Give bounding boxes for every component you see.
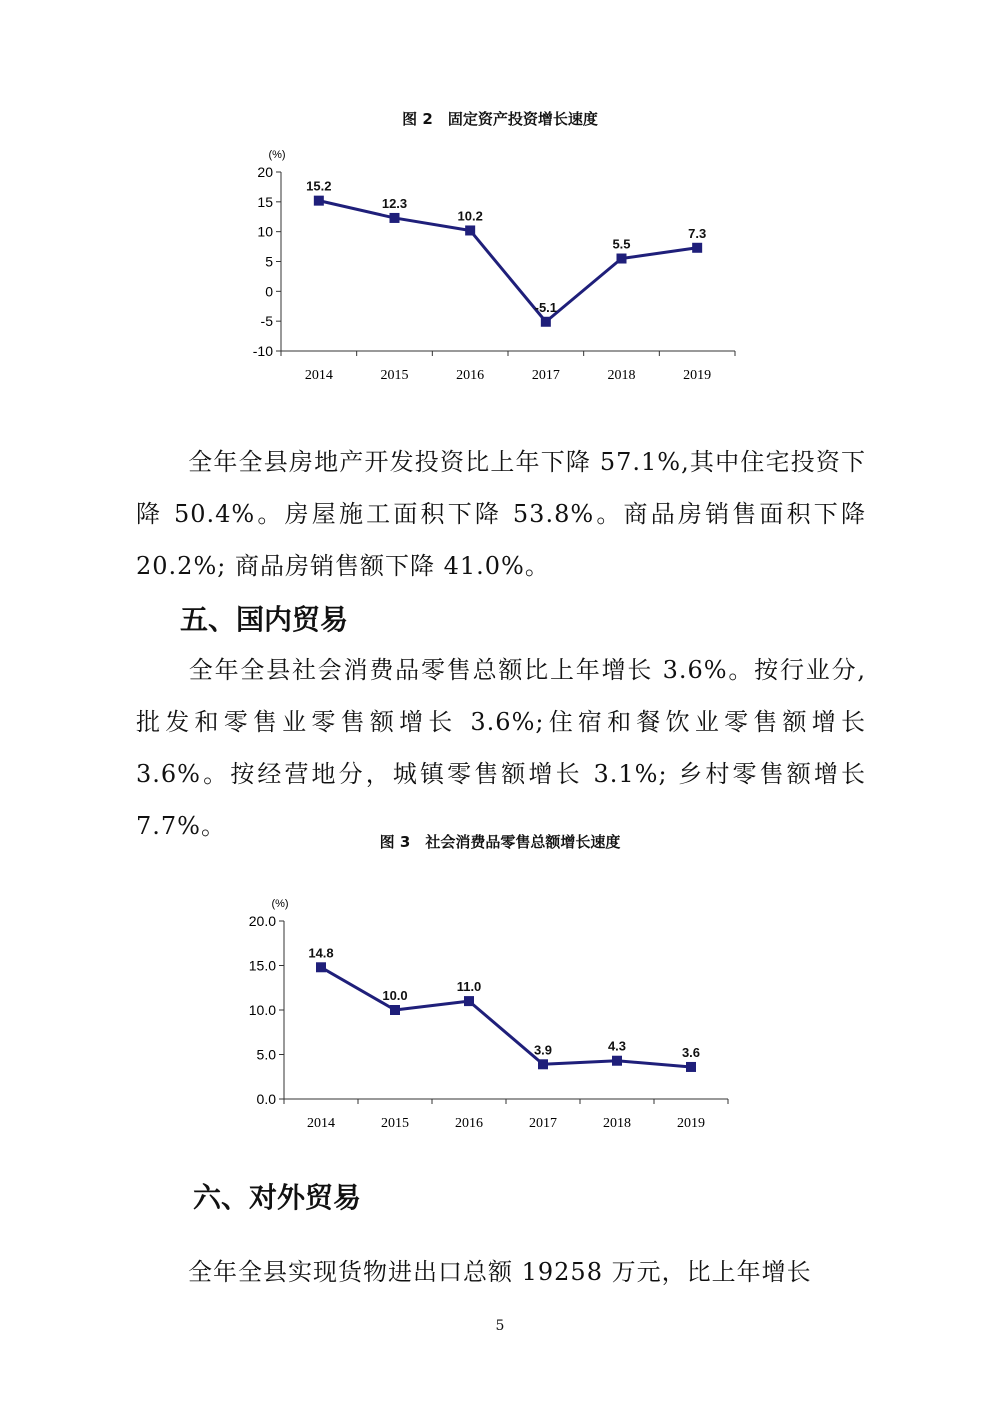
chart-3-data-label: 14.8 xyxy=(308,945,334,961)
chart-3-data-label: 10.0 xyxy=(382,988,408,1003)
chart-3-unit-label: (%) xyxy=(271,898,289,910)
chart-2-data-label: 7.3 xyxy=(688,225,707,241)
chart-3-y-tick-label: 10.0 xyxy=(248,1002,276,1018)
chart-2-data-point xyxy=(465,225,475,235)
chart-3-retail-sales-growth xyxy=(0,880,1000,1140)
chart-2-x-tick-label: 2015 xyxy=(380,368,409,383)
chart-2-title: 图 2 固定资产投资增长速度 xyxy=(402,110,598,128)
paragraph-real-estate-text: 全年全县房地产开发投资比上年下降 57.1%,其中住宅投资下降 50.4%。房屋施工面积下降 53.8%。商品房销售面积下降20.2%; 商品房销售额下降 41.0%。 xyxy=(136,448,866,580)
chart-3-data-point xyxy=(316,962,326,972)
chart-2-data-point xyxy=(314,196,324,206)
chart-3-data-point xyxy=(612,1056,622,1066)
chart-2-data-point xyxy=(541,317,551,327)
chart-2-x-tick-label: 2017 xyxy=(531,368,560,383)
chart-2-unit-label: (%) xyxy=(268,149,286,161)
chart-2-y-tick-label: 0 xyxy=(265,283,273,300)
paragraph-retail-sales xyxy=(136,644,866,852)
chart-2-data-label: 15.2 xyxy=(306,178,332,194)
chart-3-data-label: 11.0 xyxy=(456,979,482,995)
chart-2-fixed-asset-investment xyxy=(0,130,1000,420)
chart-3-y-tick-label: 5.0 xyxy=(256,1046,276,1063)
paragraph-real-estate xyxy=(136,436,866,592)
chart-3-y-tick-label: 0.0 xyxy=(256,1091,276,1107)
chart-2-y-tick-label: -5 xyxy=(260,313,273,330)
chart-2-data-point xyxy=(390,213,400,223)
chart-3-x-tick-label: 2016 xyxy=(455,1116,483,1131)
page-number: 5 xyxy=(495,1318,505,1334)
chart-2-x-tick-label: 2018 xyxy=(607,368,636,383)
chart-3-series-line xyxy=(321,967,691,1067)
chart-2-data-label: -5.1 xyxy=(534,299,558,315)
chart-2-data-label: 10.2 xyxy=(457,208,483,224)
paragraph-foreign-trade xyxy=(136,1246,866,1298)
chart-2-y-tick-label: 20 xyxy=(257,164,273,180)
chart-3-x-tick-label: 2018 xyxy=(603,1116,631,1131)
chart-2-data-point xyxy=(692,243,702,253)
chart-2-data-point xyxy=(617,254,627,264)
chart-2-data-label: 12.3 xyxy=(381,195,408,211)
chart-3-x-tick-label: 2019 xyxy=(677,1116,705,1131)
chart-3-data-point xyxy=(464,996,474,1006)
chart-2-y-tick-label: 10 xyxy=(257,223,273,240)
chart-2-x-tick-label: 2019 xyxy=(683,368,712,383)
chart-3-x-tick-label: 2014 xyxy=(307,1116,335,1131)
section-heading-domestic-trade: 五、国内贸易 xyxy=(180,603,349,636)
chart-2-y-tick-label: 5 xyxy=(265,253,273,270)
chart-2-data-label: 5.5 xyxy=(612,236,631,252)
chart-3-data-point xyxy=(686,1062,696,1072)
section-heading-foreign-trade: 六、对外贸易 xyxy=(193,1181,362,1214)
chart-2-x-tick-label: 2014 xyxy=(304,368,333,383)
chart-2-y-tick-label: -10 xyxy=(252,343,273,359)
chart-3-y-tick-label: 20.0 xyxy=(248,913,276,929)
chart-3-title: 图 3 社会消费品零售总额增长速度 xyxy=(379,833,621,851)
chart-3-x-tick-label: 2017 xyxy=(529,1116,557,1131)
chart-3-data-label: 4.3 xyxy=(607,1038,627,1054)
chart-3-data-point xyxy=(538,1059,548,1069)
paragraph-foreign-trade-text: 全年全县实现货物进出口总额 19258 万元，比上年增长 xyxy=(188,1258,812,1286)
chart-3-data-label: 3.6 xyxy=(681,1044,701,1060)
paragraph-retail-sales-text: 全年全县社会消费品零售总额比上年增长 3.6%。按行业分,批发和零售业零售额增长 3.6%;住宿和餐饮业零售额增长 3.6%。按经营地分，城镇零售额增长 3.1%; 乡村零售额增长 7.7%。 xyxy=(136,656,866,840)
chart-2-y-tick-label: 15 xyxy=(257,193,273,210)
chart-3-x-tick-label: 2015 xyxy=(381,1116,409,1131)
chart-3-data-label: 3.9 xyxy=(533,1042,553,1058)
chart-3-y-tick-label: 15.0 xyxy=(248,957,276,974)
chart-3-data-point xyxy=(390,1005,400,1015)
chart-2-x-tick-label: 2016 xyxy=(456,368,485,383)
chart-2-series-line xyxy=(319,201,697,322)
